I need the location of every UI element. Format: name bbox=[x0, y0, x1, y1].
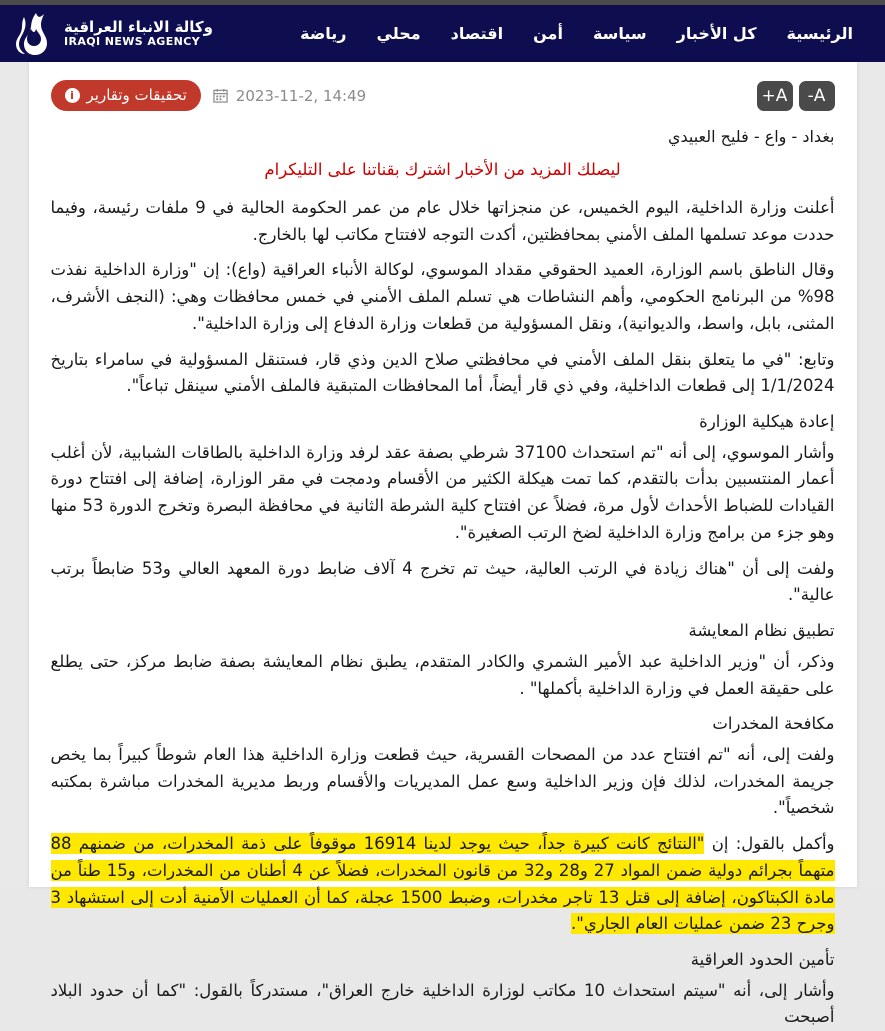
article-subheading: تطبيق نظام المعايشة bbox=[688, 621, 835, 641]
article-paragraph: وذكر، أن "وزير الداخلية عبد الأمير الشمري والكادر المتقدم، يطبق نظام المعايشة بصفة ضابط مركز، حتى يطلع على حقيقة العمل في وزارة الداخلية بأكملها" . bbox=[50, 651, 835, 698]
article-paragraph: وقال الناطق باسم الوزارة، العميد الحقوقي مقداد الموسوي، لوكالة الأنباء العراقية (واع): إن "وزارة الداخلية نفذت 98% من البرنامج الحكومي، وأهم النشاطات هي تسلم الملف الأمني في خمس محافظات وهي: (النجف الأشرف، المثنى، بابل، واسط، والديوانية)، ونقل المسؤولية من قطعات وزارة الدفاع إلى وزارة الداخلية". bbox=[50, 260, 835, 333]
publish-date bbox=[213, 87, 366, 105]
article-body bbox=[51, 121, 835, 1031]
flame-emblem-icon bbox=[10, 11, 54, 57]
main-navigation bbox=[300, 24, 867, 43]
article-paragraph: وأشار الموسوي، إلى أنه "تم استحداث 37100 شرطي بصفة عقد لرفد وزارة الداخلية بالطاقات الشبابية، لأن أغلب أعمار المنتسبين بدأت بالتقدم، كما تمت هيكلة الكثير من الأقسام ودمجت في مقر الوزارة، إضافة إلى افتتاح دورة القيادات للضباط الأحداث لأول مرة، فضلاً عن افتتاح كلية الشرطة الثانية في محافظة البصرة وتخرج الدورة 53 منها وهو جزء من برامج وزارة الداخلية لضخ الرتب الصغيرة". bbox=[50, 442, 835, 542]
article-paragraph: وتابع: "في ما يتعلق بنقل الملف الأمني في محافظتي صلاح الدين وذي قار، فستنقل المسؤولية في سامراء بتاريخ 1/1/2024 إلى قطعات الداخلية، وفي ذي قار أيضاً، أما المحافظات المتبقية فالملف الأمني سينقل تباعاً". bbox=[50, 349, 835, 396]
publish-date-text: 2023-11-2, 14:49 bbox=[235, 86, 367, 105]
site-navbar bbox=[0, 5, 885, 62]
info-icon: i bbox=[65, 88, 80, 103]
font-decrease-button[interactable]: A- bbox=[799, 81, 835, 111]
article-meta bbox=[51, 80, 367, 111]
site-logo[interactable] bbox=[10, 11, 213, 57]
article-toolbar bbox=[51, 76, 835, 121]
nav-item-politics[interactable]: سياسة bbox=[592, 24, 647, 43]
article-subheading: إعادة هيكلية الوزارة bbox=[699, 412, 835, 432]
article-paragraph: أعلنت وزارة الداخلية، اليوم الخميس، عن منجزاتها خلال عام من عمر الحكومة الحالية في 9 ملفات رئيسة، وفيما حددت موعد تسلمها الملف الأمني بمحافظتين، أكدت التوجه لافتتاح مكاتب لها بالخارج. bbox=[50, 198, 835, 244]
nav-item-all-news[interactable]: كل الأخبار bbox=[676, 24, 757, 43]
nav-item-local[interactable]: محلي bbox=[376, 24, 421, 43]
nav-item-security[interactable]: أمن bbox=[533, 24, 563, 43]
category-badge[interactable] bbox=[51, 80, 201, 111]
article-card bbox=[29, 62, 857, 1027]
brand-name-arabic: وكالة الانباء العراقية bbox=[64, 17, 213, 36]
page-body bbox=[0, 62, 885, 1027]
nav-item-home[interactable]: الرئيسية bbox=[786, 24, 853, 43]
font-size-controls bbox=[757, 81, 835, 111]
article-subheading: مكافحة المخدرات bbox=[712, 714, 835, 734]
highlighted-text: "النتائج كانت كبيرة جداً، حيث يوجد لدينا 16914 موقوفاً على ذمة المخدرات، من ضمنهم 88 متهماً بجرائم دولية ضمن المواد 27 و28 و32 من قانون المخدرات، فضلاً عن 4 أطنان من المخدرات، و15 طناً من مادة الكبتاكون، إضافة إلى قتل 13 تاجر مخدرات، وضبط 1500 عجلة، كما أن العمليات الأمنية أدت إلى استشهاد 3 وجرح 23 ضمن عمليات العام الجاري". bbox=[50, 834, 835, 934]
article-paragraph: ولفت إلى، أنه "تم افتتاح عدد من المصحات القسرية، حيث قطعت وزارة الداخلية هذا العام شوطاً كبيراً بما يخص جريمة المخدرات، لذلك فإن وزير الداخلية وسع عمل المديريات والأقسام وربط مديرية المخدرات مباشرة بمكتبه شخصياً". bbox=[50, 744, 835, 818]
highlight-prefix-text: وأكمل بالقول: إن bbox=[704, 834, 835, 854]
nav-item-sports[interactable]: رياضة bbox=[300, 24, 347, 43]
category-badge-label: تحقيقات وتقارير bbox=[86, 86, 187, 104]
article-paragraph-highlighted bbox=[51, 831, 835, 938]
article-paragraph: وأشار إلى، أنه "سيتم استحداث 10 مكاتب لوزارة الداخلية خارج العراق"، مستدركاً بالقول: "كما أن حدود البلاد أصبحت bbox=[50, 980, 835, 1027]
article-byline: بغداد - واع - فليح العبيدي bbox=[667, 127, 835, 146]
brand-name-english: IRAQI NEWS AGENCY bbox=[64, 34, 201, 48]
telegram-subscribe-link[interactable]: ليصلك المزيد من الأخبار اشترك بقناتنا على التليكرام bbox=[264, 160, 621, 179]
font-increase-button[interactable]: A+ bbox=[757, 81, 793, 111]
calendar-icon bbox=[213, 88, 228, 103]
article-paragraph: ولفت إلى أن "هناك زيادة في الرتب العالية، حيث تم تخرج 4 آلاف ضابط دورة المعهد العالي و53 ضابطاً برتب عالية". bbox=[50, 558, 835, 605]
brand-text bbox=[64, 17, 213, 48]
article-subheading: تأمين الحدود العراقية bbox=[690, 949, 835, 969]
nav-item-economy[interactable]: اقتصاد bbox=[450, 24, 504, 43]
